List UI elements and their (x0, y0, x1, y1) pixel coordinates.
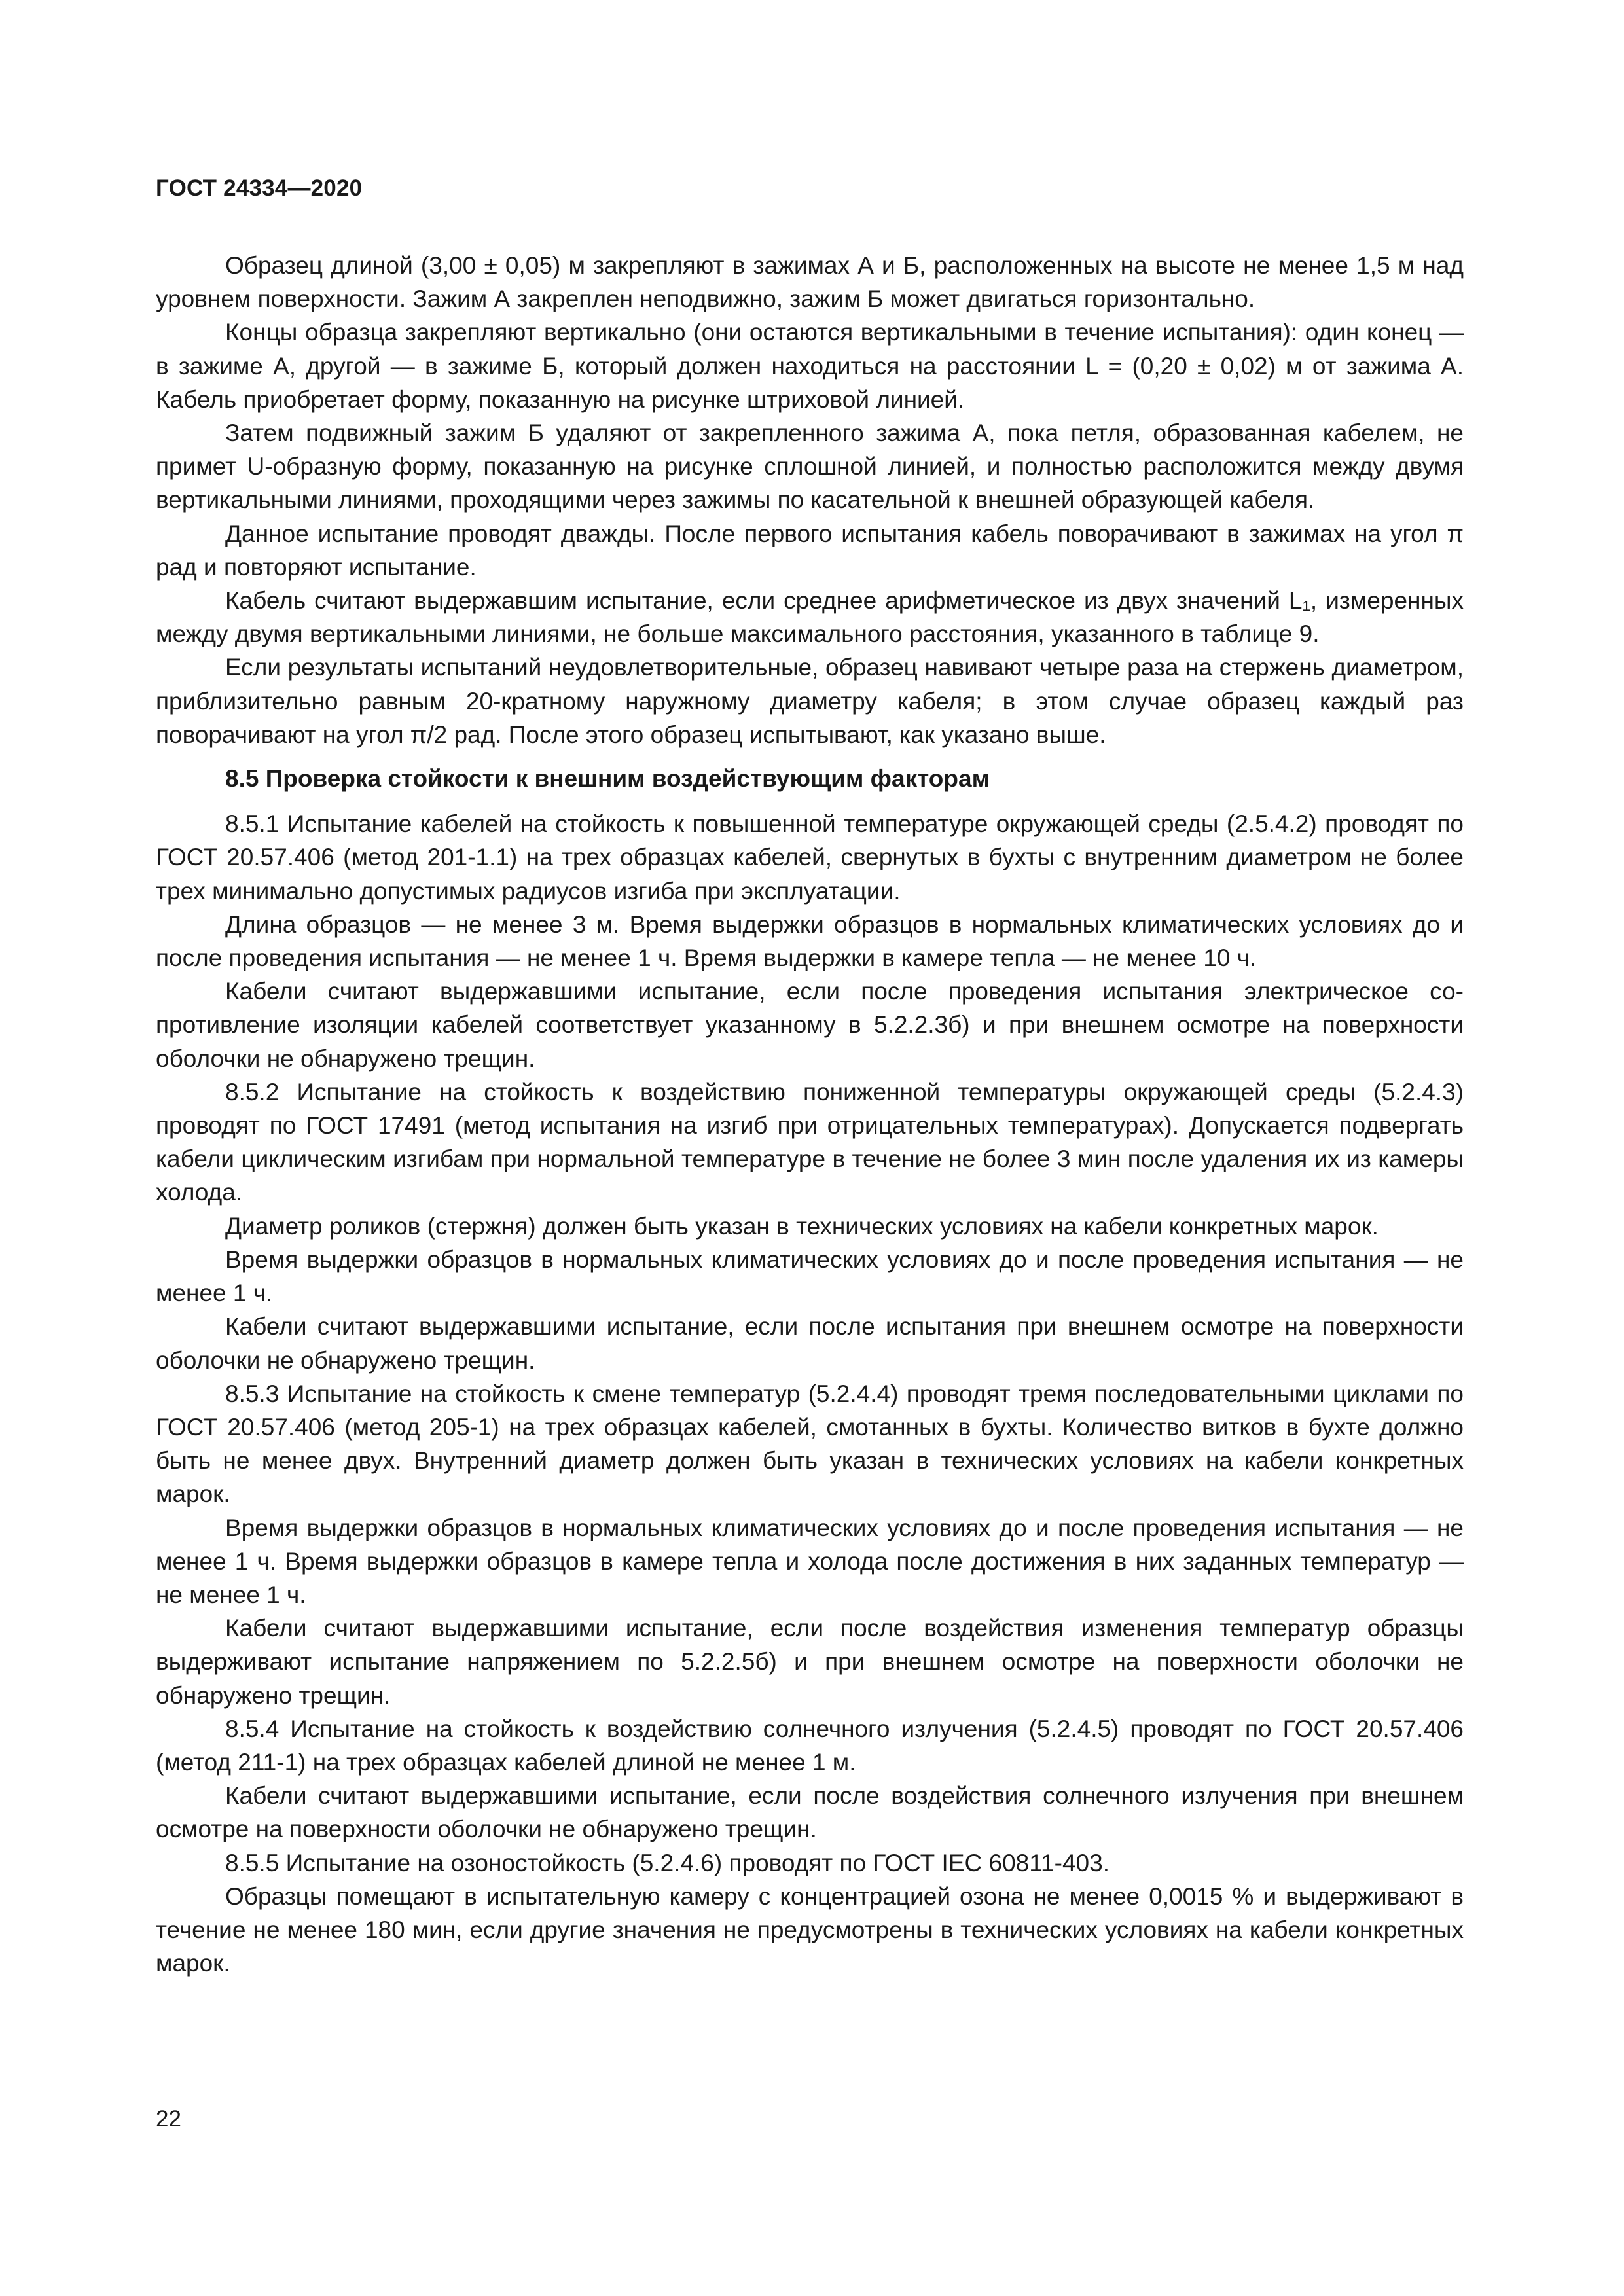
paragraph: Если результаты испытаний неудовлетворительные, образец навивают четыре раза на стержень диаметром, приблизительно равным 20-кратному наружному диаметру кабеля; в этом случае образец каждый раз поворачивают на угол π/2 рад. После этого образец испытывают, как указано выше. (156, 654, 1464, 748)
paragraph: Концы образца закрепляют вертикально (они остаются вертикальными в течение испытания): один конец — в зажиме А, другой — в зажиме Б, который должен находиться на расстоянии L = (0,20 ± 0,02) м от зажима А. Кабель приобретает форму, показанную на рисунке штриховой линией. (156, 319, 1464, 413)
page-number: 22 (156, 2106, 181, 2132)
paragraph: Длина образцов — не менее 3 м. Время выдержки образцов в нормальных климатических условиях до и после проведения испытания — не менее 1 ч. Время выдержки в камере тепла — не менее 10 ч. (156, 910, 1464, 972)
page-body (156, 249, 1464, 1980)
paragraph: Кабели считают выдержавшими испытание, если после проведения испытания электрическое сопротивление изоляции кабелей соответствует указанному в 5.2.2.3б) и при внешнем осмотре на поверхности оболочки не обнаружено трещин. (156, 978, 1464, 1072)
paragraph: Время выдержки образцов в нормальных климатических условиях до и после проведения испытания — не менее 1 ч. Время выдержки образцов в камере тепла и холода после достижения в них заданных температур — не менее 1 ч. (156, 1514, 1464, 1608)
paragraph: Образец длиной (3,00 ± 0,05) м закрепляют в зажимах А и Б, расположенных на высоте не менее 1,5 м над уровнем поверхности. Зажим А закреплен неподвижно, зажим Б может двигаться горизонтально. (156, 252, 1464, 313)
paragraph: 8.5.1 Испытание кабелей на стойкость к повышенной температуре окружающей среды (2.5.4.2) проводят по ГОСТ 20.57.406 (метод 201-1.1) на трех образцах кабелей, свернутых в бухты с внутренним диаметром не более трех минимально допустимых радиусов изгиба при эксплуатации. (156, 810, 1464, 905)
paragraph: 8.5.5 Испытание на озоностойкость (5.2.4.6) проводят по ГОСТ IEC 60811-403. (225, 1849, 1110, 1876)
paragraph: 8.5.2 Испытание на стойкость к воздействию пониженной температуры окружающей среды (5.2.4.3) проводят по ГОСТ 17491 (метод испытания на изгиб при отрицательных температурах). Допускается подвергать кабели циклическим изгибам при нормальной температуре в течение не более 3 мин после удаления их из камеры холода. (156, 1078, 1464, 1206)
paragraph: Диаметр роликов (стержня) должен быть указан в технических условиях на кабели конкретных марок. (225, 1212, 1379, 1240)
paragraph: Время выдержки образцов в нормальных климатических условиях до и после проведения испытания — не менее 1 ч. (156, 1246, 1464, 1307)
paragraph: Данное испытание проводят дважды. После первого испытания кабель поворачивают в зажимах на угол π рад и повторяют испытание. (156, 520, 1464, 581)
paragraph: Кабели считают выдержавшими испытание, если после воздействия солнечного излучения при внешнем осмотре на поверхности оболочки не обнаружено трещин. (156, 1782, 1464, 1843)
paragraph: Кабель считают выдержавшим испытание, если среднее арифметическое из двух значений L₁, измеренных между двумя вертикальными линиями, не больше максимального расстояния, указанного в таблице 9. (156, 587, 1464, 648)
paragraph: Кабели считают выдержавшими испытание, если после испытания при внешнем осмотре на поверхности оболочки не обнаружено трещин. (156, 1313, 1464, 1374)
document-code-header: ГОСТ 24334—2020 (156, 175, 363, 201)
section-heading: 8.5 Проверка стойкости к внешним воздействующим факторам (225, 765, 990, 793)
paragraph: 8.5.3 Испытание на стойкость к смене температур (5.2.4.4) проводят тремя последовательными циклами по ГОСТ 20.57.406 (метод 205-1) на трех образцах кабелей, смотанных в бухты. Количество витков в бухте должно быть не менее двух. Внутренний диаметр должен быть указан в технических условиях на кабели конкретных марок. (156, 1380, 1464, 1508)
paragraph: Образцы помещают в испытательную камеру с концентрацией озона не менее 0,0015 % и выдерживают в течение не менее 180 мин, если другие значения не предусмотрены в технических условиях на кабели конкретных марок. (156, 1882, 1464, 1977)
paragraph: Кабели считают выдержавшими испытание, если после воздействия изменения температур образцы выдерживают испытание напряжением по 5.2.2.5б) и при внешнем осмотре на поверхности оболочки не обнаружено трещин. (156, 1615, 1464, 1709)
paragraph: Затем подвижный зажим Б удаляют от закрепленного зажима А, пока петля, образованная кабелем, не примет U-образную форму, показанную на рисунке сплошной линией, и полностью расположится между двумя вертикальными линиями, проходящими через зажимы по касательной к внешней образующей кабеля. (156, 420, 1464, 514)
paragraph: 8.5.4 Испытание на стойкость к воздействию солнечного излучения (5.2.4.5) проводят по ГОСТ 20.57.406 (метод 211-1) на трех образцах кабелей длиной не менее 1 м. (156, 1715, 1464, 1776)
